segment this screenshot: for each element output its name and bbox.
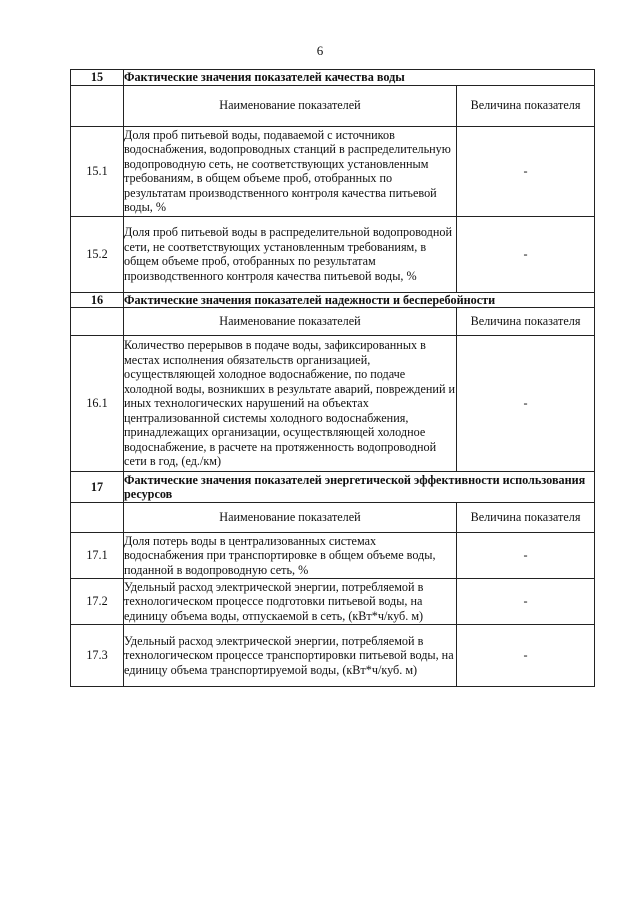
header-value-cell: Величина показателя <box>457 503 595 533</box>
section-title: Фактические значения показателей надежности и бесперебойности <box>124 292 595 308</box>
row-value: - <box>457 216 595 292</box>
column-header-row <box>71 85 595 126</box>
row-value: - <box>457 533 595 579</box>
row-value: - <box>457 126 595 216</box>
header-number-cell <box>71 503 124 533</box>
row-number: 15.1 <box>71 126 124 216</box>
section-number: 17 <box>71 472 124 503</box>
header-name-cell: Наименование показателей <box>124 308 457 336</box>
table-row <box>71 336 595 472</box>
section-header-15 <box>71 70 595 86</box>
row-description: Доля проб питьевой воды в распределительной водопроводной сети, не соответствующих установленным требованиям, в общем объеме проб, отобранных по результатам производственного контроля качества питьевой воды, % <box>124 216 457 292</box>
page-number: 6 <box>316 43 324 58</box>
section-title: Фактические значения показателей качества воды <box>124 70 595 86</box>
row-number: 15.2 <box>71 216 124 292</box>
row-number: 17.3 <box>71 625 124 687</box>
row-description: Удельный расход электрической энергии, потребляемой в технологическом процессе подготовки питьевой воды, на единицу объема воды, отпускаемой в сеть, (кВт*ч/куб. м) <box>124 579 457 625</box>
table-row <box>71 579 595 625</box>
header-name-cell: Наименование показателей <box>124 503 457 533</box>
row-value: - <box>457 336 595 472</box>
header-number-cell <box>71 85 124 126</box>
section-title: Фактические значения показателей энергетической эффективности использования ресурсов <box>124 472 595 503</box>
row-description: Удельный расход электрической энергии, потребляемой в технологическом процессе транспортировки питьевой воды, на единицу объема транспортируемой воды, (кВт*ч/куб. м) <box>124 625 457 687</box>
row-description: Доля проб питьевой воды, подаваемой с источников водоснабжения, водопроводных станций в распределительную водопроводную сеть, не соответствующих установленным требованиям, в общем объеме проб, отобранных по результатам производственного контроля качества питьевой воды, % <box>124 126 457 216</box>
row-number: 17.1 <box>71 533 124 579</box>
header-name-cell: Наименование показателей <box>124 85 457 126</box>
row-description: Доля потерь воды в централизованных системах водоснабжения при транспортировке в общем объеме воды, поданной в водопроводную сеть, % <box>124 533 457 579</box>
row-value: - <box>457 579 595 625</box>
table-row <box>71 216 595 292</box>
row-value: - <box>457 625 595 687</box>
row-number: 16.1 <box>71 336 124 472</box>
row-description: Количество перерывов в подаче воды, зафиксированных в местах исполнения обязательств организацией, осуществляющей холодное водоснабжение, по подаче холодной воды, возникших в результате аварий, повреждений и иных технологических нарушений на объектах централизованной системы холодного водоснабжения, принадлежащих организации, осуществляющей холодное водоснабжение, в расчете на протяженность водопроводной сети в год, (ед./км) <box>124 336 457 472</box>
section-header-17 <box>71 472 595 503</box>
header-number-cell <box>71 308 124 336</box>
header-value-cell: Величина показателя <box>457 85 595 126</box>
table-row <box>71 126 595 216</box>
table-row <box>71 533 595 579</box>
section-header-16 <box>71 292 595 308</box>
table-row <box>71 625 595 687</box>
row-number: 17.2 <box>71 579 124 625</box>
header-value-cell: Величина показателя <box>457 308 595 336</box>
column-header-row <box>71 308 595 336</box>
section-number: 15 <box>71 70 124 86</box>
indicators-table <box>70 69 595 687</box>
column-header-row <box>71 503 595 533</box>
section-number: 16 <box>71 292 124 308</box>
